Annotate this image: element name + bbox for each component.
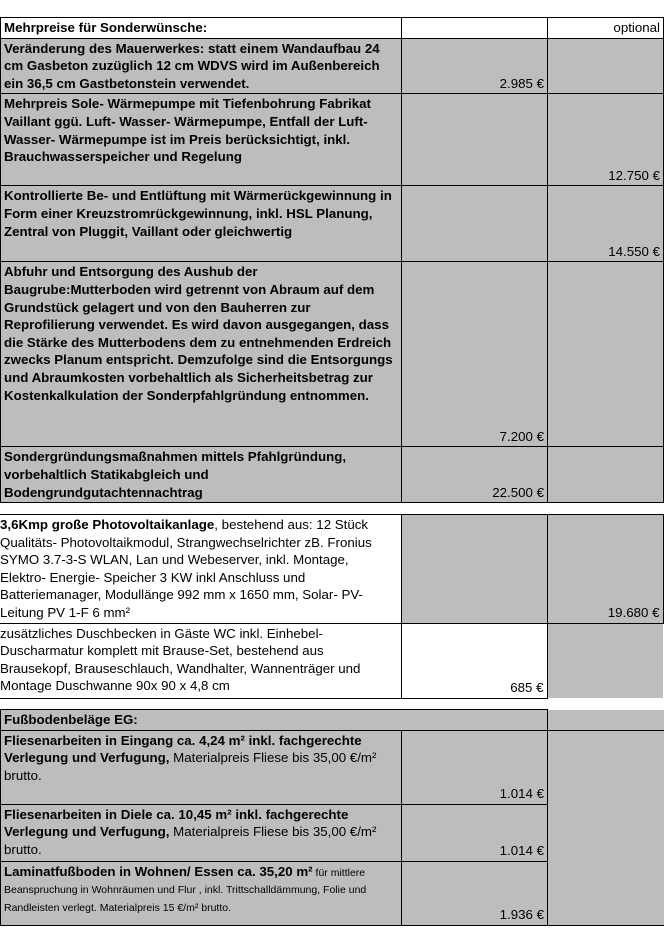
item-optional-price (547, 623, 663, 698)
item-optional-price (548, 447, 664, 503)
table-row (1, 447, 664, 503)
table-row (1, 861, 664, 925)
item-details: , bestehend aus: 12 Stück Qualitäts- Photovoltaikmodul, Strangwechselrichter zB. Fronius SYMO 3.7-3-S WLAN, Lan und Webeserver, inkl. Montage, Elektro- Energie- Speicher 3 KW inkl Anschluss und Batteriemanager, Modullänge 992 mm x 1650 mm, Solar- PV- Leitung PV 1-F 6 mm² (0, 517, 372, 620)
item-price: 22.500 € (402, 447, 548, 503)
item-description: Abfuhr und Entsorgung des Aushub der Baugrube:Mutterboden wird getrennt von Abraum auf dem Grundstück gelagert und von den Bauherren zur Reprofilierung verwendet. Es wird davon ausgegangen, dass die Stärke des Mutterbodens dem zu entnehmenden Erdreich zwecks Planum entspricht. Demzufolge sind die Entsorgungs und Abraumkosten vorbehaltlich als Sicherheitsbetrag zur Kostenkalkulation der Sonderpfahlgründung entnommen. (1, 262, 402, 447)
table-row (0, 623, 663, 698)
optional-column (548, 730, 664, 804)
section-title: Fußbodenbeläge EG: (1, 710, 548, 731)
extras-table (0, 17, 664, 503)
item-details: Materialpreis Fliese bis 35,00 €/m² brutto. (4, 750, 377, 783)
item-description: Veränderung des Mauerwerkes: statt einem Wandaufbau 24 cm Gasbeton zuzüglich 12 cm WDVS wird im Außenbereich ein 36,5 cm Gastbetonstein verwendet. (1, 38, 402, 94)
item-price: 7.200 € (402, 262, 548, 447)
item-optional-price: 12.750 € (548, 94, 664, 186)
price-header (402, 18, 548, 39)
item-price: 2.985 € (402, 38, 548, 94)
item-price (401, 515, 547, 624)
item-optional-price (548, 262, 664, 447)
additional-items-table (0, 514, 664, 699)
item-optional-price (548, 38, 664, 94)
item-price: 685 € (401, 623, 547, 698)
table-header-row (1, 18, 664, 39)
item-price: 1.014 € (402, 804, 548, 861)
table-row (0, 515, 663, 624)
item-optional-price: 19.680 € (547, 515, 663, 624)
item-description: Mehrpreis Sole- Wärmepumpe mit Tiefenbohrung Fabrikat Vaillant ggü. Luft- Wasser- Wärmepumpe, Entfall der Luft- Wasser- Wärmepumpe ist im Preis berücksichtigt, inkl. Brauchwasserspeicher und Regelung (1, 94, 402, 186)
item-description (0, 515, 401, 624)
item-price: 1.936 € (402, 861, 548, 925)
flooring-table (0, 709, 664, 926)
item-title: 3,6Kmp große Photovoltaikanlage (0, 517, 215, 532)
item-description (1, 861, 402, 925)
table-row (1, 804, 664, 861)
item-description: zusätzliches Duschbecken in Gäste WC inkl. Einhebel- Duscharmatur komplett mit Brause-Set, bestehend aus Brausekopf, Brauseschlauch, Wandhalter, Wannenträger und Montage Duschwanne 90x 90 x 4,8 cm (0, 623, 401, 698)
item-title: Fliesenarbeiten in Diele ca. 10,45 m² inkl. fachgerechte Verlegung und Verfugung, (4, 806, 349, 840)
item-price (402, 186, 548, 262)
optional-column (548, 710, 664, 731)
item-optional-price: 14.550 € (548, 186, 664, 262)
item-title: Fliesenarbeiten in Eingang ca. 4,24 m² inkl. fachgerechte Verlegung und Verfugung, (4, 732, 362, 766)
section-title: Mehrpreise für Sonderwünsche: (1, 18, 402, 39)
optional-header: optional (548, 18, 664, 39)
table-row (1, 730, 664, 804)
optional-column (548, 861, 664, 925)
item-description: Sondergründungsmaßnahmen mittels Pfahlgründung, vorbehaltlich Statikabgleich und Bodengrundgutachtennachtrag (1, 447, 402, 503)
item-price (402, 94, 548, 186)
item-description: Kontrollierte Be- und Entlüftung mit Wärmerückgewinnung in Form einer Kreuzstromrückgewinnung, inkl. HSL Planung, Zentral von Pluggit, Vaillant oder gleichwertig (1, 186, 402, 262)
table-header-row (1, 710, 664, 731)
item-description (1, 804, 402, 861)
item-description (1, 730, 402, 804)
table-row (1, 186, 664, 262)
table-row (1, 38, 664, 94)
item-details: für mittlere Beanspruchung in Wohnräumen und Flur , inkl. Trittschalldämmung, Folie und Randleisten verlegt. Materialpreis 15 €/m² brutto. (4, 866, 367, 914)
item-title: Laminatfußboden in Wohnen/ Essen ca. 35,20 m² (4, 863, 313, 879)
table-row (1, 94, 664, 186)
table-row (1, 262, 664, 447)
optional-column (548, 804, 664, 861)
item-details: Materialpreis Fliese bis 35,00 €/m² brutto. (4, 824, 377, 857)
item-price: 1.014 € (402, 730, 548, 804)
